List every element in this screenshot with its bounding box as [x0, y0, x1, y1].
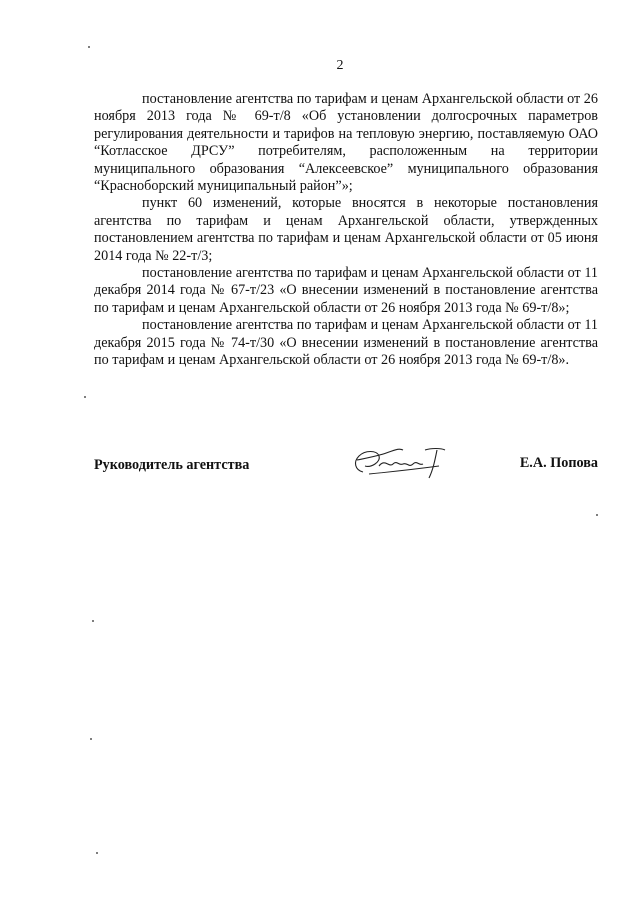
document-body	[94, 91, 598, 370]
scan-speck	[96, 852, 98, 854]
scan-speck	[596, 514, 598, 516]
scan-speck	[90, 738, 92, 740]
signer-name: Е.А. Попова	[519, 455, 598, 471]
scan-speck	[88, 46, 90, 48]
scan-speck	[92, 620, 94, 622]
signature-block	[94, 452, 598, 492]
paragraph-2: пункт 60 изменений, которые вносятся в некоторые постановления агентства по тарифам и ценам Архангельской области, утвержденных постановлением агентства по тарифам и ценам Архангельской области от 05 июня 2014 года № 22-т/3;	[94, 195, 598, 264]
paragraph-4: постановление агентства по тарифам и ценам Архангельской области от 11 декабря 2015 года № 74-т/30 «О внесении изменений в постановление агентства по тарифам и ценам Архангельской области от 26 ноября 2013 года № 69-т/8».	[94, 317, 598, 369]
scan-speck	[84, 396, 86, 398]
signer-title: Руководитель агентства	[94, 457, 250, 473]
handwritten-signature	[349, 442, 459, 484]
paragraph-3: постановление агентства по тарифам и ценам Архангельской области от 11 декабря 2014 года № 67-т/23 «О внесении изменений в постановление агентства по тарифам и ценам Архангельской области от 26 ноября 2013 года № 69-т/8»;	[94, 265, 598, 316]
page-number: 2	[336, 58, 344, 73]
paragraph-1: постановление агентства по тарифам и ценам Архангельской области от 26 ноября 2013 года № 69-т/8 «Об установлении долгосрочных параметров регулирования деятельности и тарифов на тепловую энергию, поставляемую ОАО “Котласское ДРСУ” потребителям, расположенным на территории муниципального образования “Алексеевское” муниципального образования “Красноборский муниципальный район”»;	[94, 91, 598, 195]
